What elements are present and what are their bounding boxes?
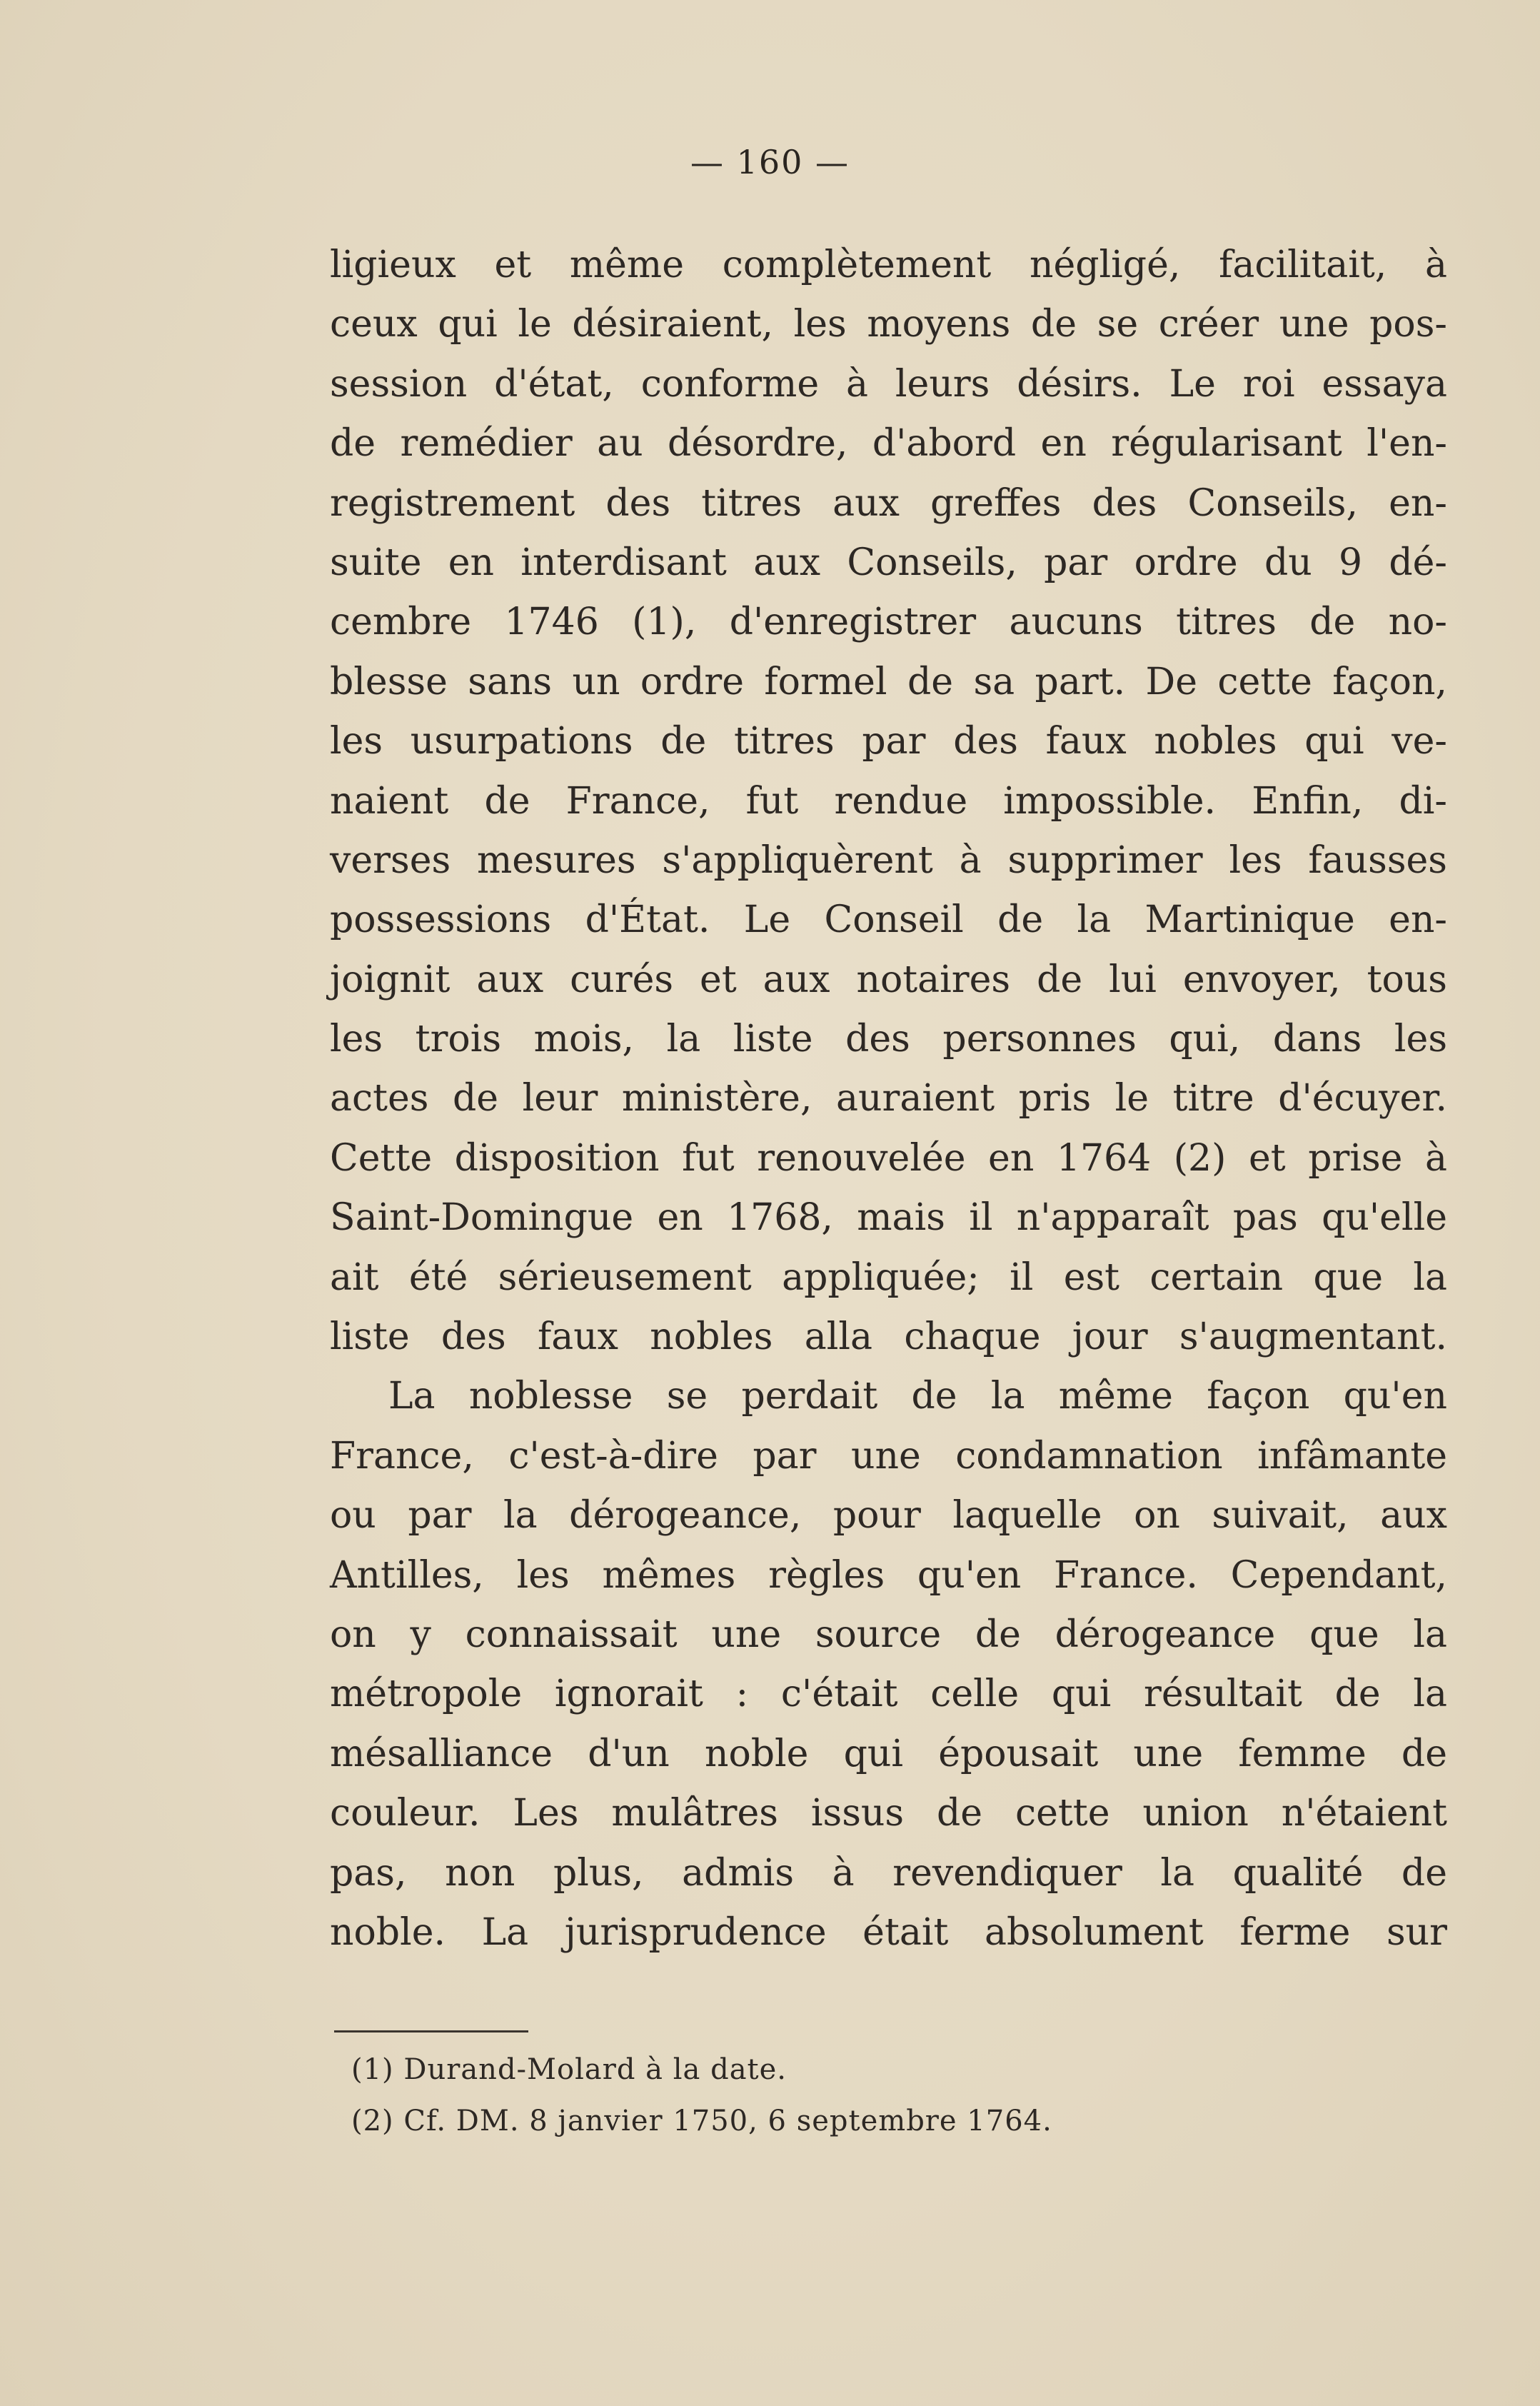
- text-line: ceux qui le désiraient, les moyens de se créer une pos-: [330, 303, 1447, 346]
- body-text: [330, 236, 1447, 1963]
- text-line: liste des faux nobles alla chaque jour s'augmentant.: [330, 1315, 1447, 1359]
- footnote-2: (2) Cf. DM. 8 janvier 1750, 6 septembre 1764.: [351, 2105, 1052, 2137]
- text-line: métropole ignorait : c'était celle qui résultait de la: [330, 1673, 1447, 1716]
- footnote-separator: [334, 2030, 528, 2032]
- text-line: suite en interdisant aux Conseils, par ordre du 9 dé-: [330, 541, 1447, 584]
- text-line: mésalliance d'un noble qui épousait une femme de: [330, 1732, 1447, 1775]
- footnotes: [351, 2044, 1052, 2147]
- text-line: les usurpations de titres par des faux nobles qui ve-: [330, 720, 1447, 763]
- text-line: naient de France, fut rendue impossible. Enfin, di-: [330, 779, 1447, 823]
- text-line: les trois mois, la liste des personnes qui, dans les: [330, 1018, 1447, 1061]
- text-line: ligieux et même complètement négligé, facilitait, à: [330, 244, 1447, 286]
- text-line: blesse sans un ordre formel de sa part. De cette façon,: [330, 660, 1447, 703]
- text-line: pas, non plus, admis à revendiquer la qualité de: [330, 1851, 1447, 1895]
- text-line: noble. La jurisprudence était absolument ferme sur: [330, 1910, 1447, 1954]
- footnote-1: (1) Durand-Molard à la date.: [351, 2053, 787, 2086]
- text-line: actes de leur ministère, auraient pris le titre d'écuyer.: [330, 1077, 1447, 1121]
- text-line: joignit aux curés et aux notaires de lui envoyer, tous: [330, 958, 1447, 1001]
- text-line: Saint-Domingue en 1768, mais il n'apparaît pas qu'elle: [330, 1196, 1447, 1240]
- page-number: — 160 —: [690, 143, 850, 181]
- text-line: verses mesures s'appliquèrent à supprimer les fausses: [330, 838, 1447, 882]
- text-line: session d'état, conforme à leurs désirs. Le roi essaya: [330, 362, 1447, 406]
- text-line: Cette disposition fut renouvelée en 1764 (2) et prise à: [330, 1136, 1447, 1180]
- text-line: cembre 1746 (1), d'enregistrer aucuns titres de no-: [330, 601, 1447, 644]
- text-line-paragraph-start: La noblesse se perdait de la même façon qu'en: [388, 1375, 1447, 1418]
- text-line: Antilles, les mêmes règles qu'en France. Cependant,: [330, 1553, 1447, 1597]
- text-line: France, c'est-à-dire par une condamnation infâmante: [330, 1434, 1447, 1478]
- text-line: ou par la dérogeance, pour laquelle on suivait, aux: [330, 1494, 1447, 1538]
- text-line: de remédier au désordre, d'abord en régularisant l'en-: [330, 422, 1447, 466]
- text-line: couleur. Les mulâtres issus de cette union n'étaient: [330, 1792, 1447, 1835]
- text-line: registrement des titres aux greffes des Conseils, en-: [330, 481, 1447, 525]
- text-line: ait été sérieusement appliquée; il est certain que la: [330, 1255, 1447, 1299]
- text-line: possessions d'État. Le Conseil de la Martinique en-: [330, 898, 1447, 942]
- text-line: on y connaissait une source de dérogeance que la: [330, 1613, 1447, 1656]
